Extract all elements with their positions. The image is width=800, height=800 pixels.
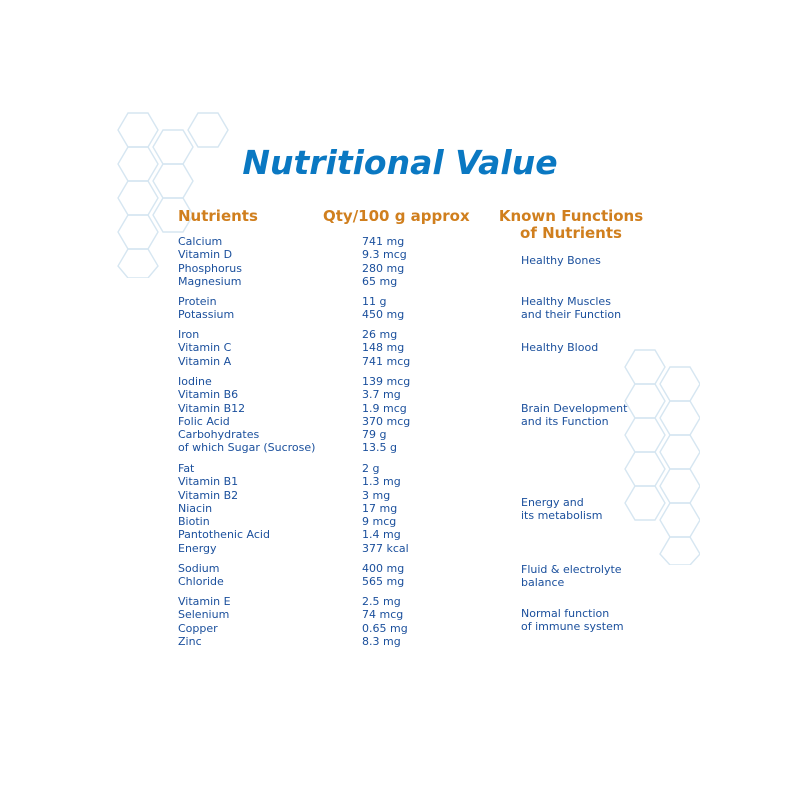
nutrient-qty: 1.9 mcg — [362, 401, 407, 415]
nutrient-name: Protein — [178, 295, 217, 308]
table-row — [0, 462, 800, 475]
table-row — [0, 355, 800, 368]
table-row — [0, 275, 800, 288]
function-line: balance — [521, 575, 565, 589]
nutrient-qty: 8.3 mg — [362, 634, 401, 648]
nutrient-name: of which Sugar (Sucrose) — [178, 441, 316, 455]
nutrient-qty: 0.65 mg — [362, 621, 408, 635]
nutrient-qty: 148 mg — [362, 341, 405, 355]
nutrient-name: Carbohydrates — [178, 428, 260, 442]
nutrient-name: Vitamin A — [178, 354, 232, 368]
nutrient-name: Energy — [178, 541, 217, 555]
table-row — [0, 635, 800, 648]
function-line: and their Function — [521, 307, 622, 321]
table-row — [0, 441, 800, 454]
nutrient-name: Calcium — [178, 235, 223, 248]
nutrient-name: Biotin — [178, 515, 210, 529]
nutrient-name: Fat — [178, 462, 195, 475]
nutrient-qty: 65 mg — [362, 274, 398, 288]
nutrient-qty: 450 mg — [362, 308, 405, 322]
function-label-fluid — [521, 564, 681, 589]
nutrient-name: Copper — [178, 621, 218, 635]
nutrient-qty: 3.7 mg — [362, 388, 401, 402]
nutrient-qty: 741 mg — [362, 235, 405, 248]
function-line: Energy and — [521, 496, 584, 509]
nutrient-name: Vitamin D — [178, 248, 233, 262]
nutrient-name: Folic Acid — [178, 414, 230, 428]
nutrient-qty: 741 mcg — [362, 354, 411, 368]
table-row — [0, 235, 800, 248]
nutrient-qty: 280 mg — [362, 261, 405, 275]
nutrient-name: Niacin — [178, 501, 213, 515]
nutrient-qty: 1.4 mg — [362, 528, 401, 542]
nutrient-qty: 74 mcg — [362, 608, 404, 622]
nutrient-name: Pantothenic Acid — [178, 528, 270, 542]
function-line: Healthy Bones — [521, 254, 601, 267]
nutrient-name: Vitamin E — [178, 595, 231, 608]
function-line: its metabolism — [521, 508, 603, 522]
nutrient-qty: 139 mcg — [362, 375, 411, 388]
nutrient-name: Zinc — [178, 634, 202, 648]
function-line: Healthy Muscles — [521, 295, 611, 308]
function-label-energy — [521, 497, 681, 522]
nutrient-name: Selenium — [178, 608, 230, 622]
function-label-bones — [521, 255, 681, 268]
table-row — [0, 328, 800, 341]
nutrient-qty: 370 mcg — [362, 414, 411, 428]
nutrient-qty: 11 g — [362, 295, 387, 308]
nutrient-qty: 9 mcg — [362, 515, 397, 529]
nutrient-name: Magnesium — [178, 274, 242, 288]
nutrient-name: Iron — [178, 328, 200, 341]
nutrient-name: Vitamin B2 — [178, 488, 239, 502]
function-label-blood — [521, 342, 681, 355]
function-line: Healthy Blood — [521, 341, 599, 354]
nutrients-column-header: Nutrients — [178, 207, 258, 225]
table-row — [0, 388, 800, 401]
nutrient-qty: 9.3 mcg — [362, 248, 407, 262]
page-title: Nutritional Value — [242, 143, 558, 182]
nutrient-qty: 377 kcal — [362, 541, 409, 555]
function-line: of immune system — [521, 619, 624, 633]
nutrient-qty: 79 g — [362, 428, 387, 442]
table-row — [0, 542, 800, 555]
nutrient-name: Vitamin B6 — [178, 388, 239, 402]
nutrient-qty: 2.5 mg — [362, 595, 401, 608]
nutrient-name: Vitamin B12 — [178, 401, 246, 415]
function-line: and its Function — [521, 414, 609, 428]
nutrient-qty: 2 g — [362, 462, 380, 475]
nutrient-name: Vitamin B1 — [178, 475, 239, 489]
nutrient-name: Vitamin C — [178, 341, 232, 355]
table-row — [0, 375, 800, 388]
function-line: Fluid & electrolyte — [521, 563, 622, 576]
table-row — [0, 475, 800, 488]
nutrient-qty: 3 mg — [362, 488, 391, 502]
functions-header-line1: Known Functions — [498, 207, 644, 225]
function-label-muscles — [521, 296, 681, 321]
table-row — [0, 528, 800, 541]
nutrient-name: Sodium — [178, 562, 220, 575]
nutrient-qty: 17 mg — [362, 501, 398, 515]
nutrient-qty: 26 mg — [362, 328, 398, 341]
functions-header-line2: of Nutrients — [520, 224, 622, 242]
function-line: Brain Development — [521, 402, 628, 415]
nutrient-name: Phosphorus — [178, 261, 242, 275]
function-label-brain — [521, 403, 681, 428]
nutrient-qty: 565 mg — [362, 575, 405, 589]
nutrient-qty: 1.3 mg — [362, 475, 401, 489]
nutrient-qty: 400 mg — [362, 562, 405, 575]
table-row — [0, 595, 800, 608]
nutrient-qty: 13.5 g — [362, 441, 397, 455]
table-row — [0, 428, 800, 441]
nutrient-name: Potassium — [178, 308, 235, 322]
nutrient-name: Iodine — [178, 375, 212, 388]
qty-column-header: Qty/100 g approx — [323, 207, 470, 225]
function-label-immune — [521, 608, 681, 633]
function-line: Normal function — [521, 607, 610, 620]
nutrient-name: Chloride — [178, 575, 224, 589]
